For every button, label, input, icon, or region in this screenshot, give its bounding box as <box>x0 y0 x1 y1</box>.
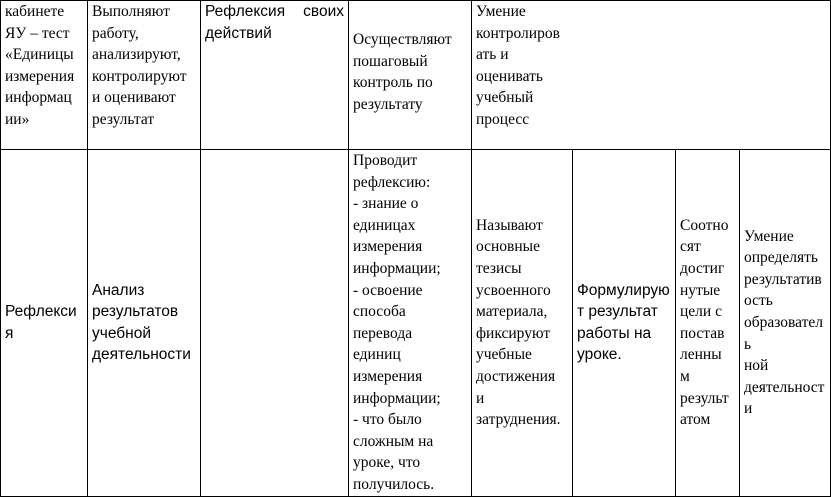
cell-action: Осуществляют пошаговый контроль по результату <box>349 1 472 150</box>
cell-regulative: Соотно сят достиг нутые цели с постав ленны м результ атом <box>676 150 740 497</box>
cell-teacher-action: Проводит рефлексию: - знание о единицах измерения информации; - освоение способа перевода единиц измерения информации; - что было сложным на уроке, что получилось. <box>349 150 472 497</box>
cell-skill: Умение контролиров ать и оценивать учебный процесс <box>472 1 831 150</box>
table-row <box>1 1 831 150</box>
table-row <box>1 150 831 497</box>
cell-activity: Выполняют работу, анализируют, контролируют и оценивают результат <box>88 1 201 150</box>
cell-stage: Рефлексия <box>1 150 88 497</box>
cell-result: Формулирую т результат работы на уроке. <box>573 150 676 497</box>
cell-stage: кабинете ЯУ – тест «Единицы измерения информац ии» <box>1 1 88 150</box>
cell-empty <box>201 150 349 497</box>
cell-skill-result: Умение определять результатив ость образователь ной деятельности <box>740 150 831 497</box>
cell-task: Рефлексия своих действий <box>201 1 349 150</box>
cell-activity: Анализ результатов учебной деятельности <box>88 150 201 497</box>
cell-student-action: Называют основные тезисы усвоенного материала, фиксируют учебные достижения и затруднения. <box>472 150 573 497</box>
